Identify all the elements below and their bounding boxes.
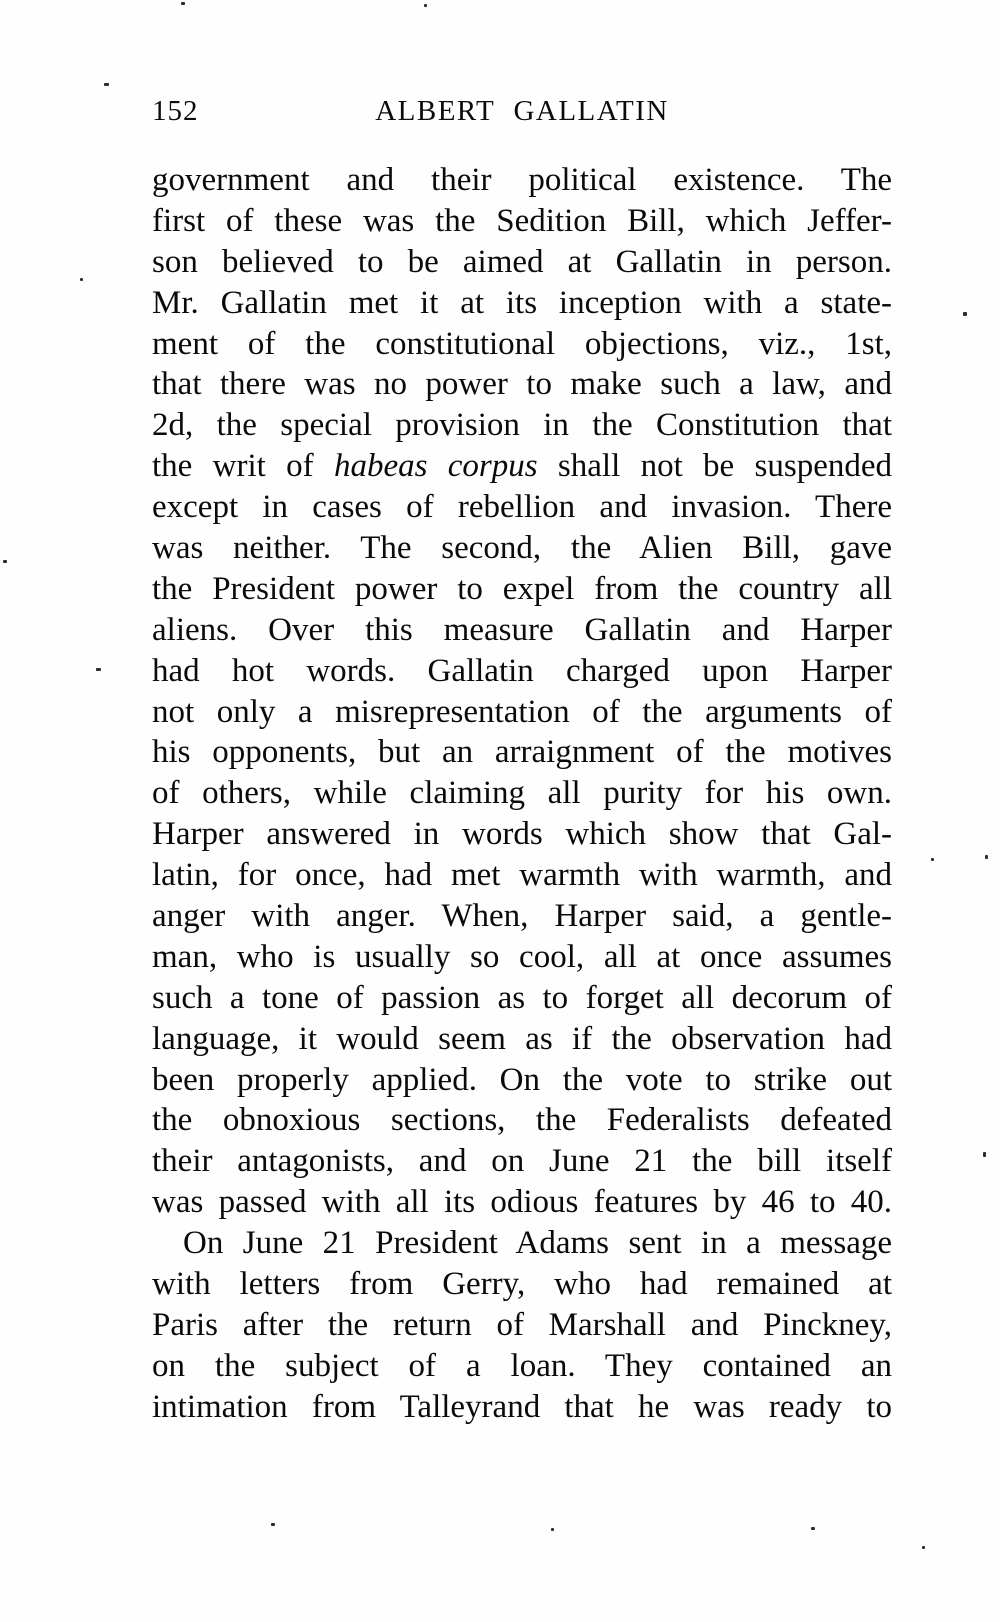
text-segment: such a tone of passion as to forget all decorum of [152,979,892,1016]
scan-speck [551,1528,554,1531]
scan-speck [3,560,7,563]
text-segment: was neither. The second, the Alien Bill, gave [152,530,892,567]
text-segment: the writ of [152,448,334,485]
text-segment: the President power to expel from the country all [152,570,892,607]
text-segment: man, who is usually so cool, all at once assumes [152,938,892,975]
text-segment: except in cases of rebellion and invasion. There [152,489,892,526]
text-segment: son believed to be aimed at Gallatin in person. [152,243,892,280]
text-segment: the obnoxious sections, the Federalists defeated [152,1102,892,1139]
text-line [152,242,892,283]
scan-speck [80,278,83,281]
text-line [152,1346,892,1387]
text-line [152,324,892,365]
text-line [152,283,892,324]
text-line [152,1387,892,1428]
text-segment: shall not be suspended [537,448,893,485]
text-segment: on the subject of a loan. They contained an [152,1347,892,1384]
text-line [152,773,892,814]
running-head-title: ALBERT GALLATIN [375,95,669,127]
scan-speck [963,312,967,316]
text-segment: Mr. Gallatin met it at its inception with a state- [152,284,892,321]
text-segment: that there was no power to make such a law, and [152,366,892,403]
text-line [152,651,892,692]
text-line [152,1223,892,1264]
text-segment: not only a misrepresentation of the arguments of [152,693,892,730]
text-line [152,201,892,242]
text-line [152,937,892,978]
scan-speck [181,2,185,5]
italic-phrase: habeas corpus [333,448,538,485]
scan-speck [922,1546,925,1549]
text-line [152,364,892,405]
scan-speck [983,1152,986,1157]
text-segment: On June 21 President Adams sent in a message [183,1225,892,1262]
text-segment: ment of the constitutional objections, viz., 1st, [152,325,892,362]
text-line [152,978,892,1019]
text-segment: aliens. Over this measure Gallatin and Harper [152,611,892,648]
scan-speck [96,668,101,671]
text-line [152,732,892,773]
text-segment: their antagonists, and on June 21 the bill itself [152,1143,892,1180]
text-segment: first of these was the Sedition Bill, which Jeffer- [152,202,892,239]
text-line [152,160,892,201]
text-segment: been properly applied. On the vote to strike out [152,1061,892,1098]
text-line [152,896,892,937]
text-line [152,528,892,569]
text-line [152,610,892,651]
text-line [152,1019,892,1060]
text-segment: language, it would seem as if the observation had [152,1020,892,1057]
text-segment: Paris after the return of Marshall and Pinckney, [152,1306,892,1343]
text-line [152,855,892,896]
text-segment: was passed with all its odious features by 46 to 40. [152,1184,892,1221]
text-line [152,1060,892,1101]
text-line [152,1141,892,1182]
text-line [152,1264,892,1305]
text-segment: government and their political existence. The [152,162,892,198]
text-segment: Harper answered in words which show that Gal- [152,816,892,853]
scan-speck [424,4,427,7]
text-line [152,814,892,855]
text-line [152,487,892,528]
page-number: 152 [152,95,199,127]
text-segment: his opponents, but an arraignment of the motives [152,734,892,771]
text-segment: had hot words. Gallatin charged upon Harper [152,652,892,689]
text-line [152,692,892,733]
scan-speck [271,1523,275,1526]
running-header [152,95,892,127]
scan-speck [104,83,109,86]
text-line [152,1182,892,1223]
text-segment: with letters from Gerry, who had remained at [152,1266,892,1303]
text-line [152,405,892,446]
body-text [152,160,892,1428]
scan-speck [985,855,988,859]
text-line [152,446,892,487]
text-segment: intimation from Talleyrand that he was ready to [152,1388,892,1425]
text-line [152,1100,892,1141]
text-line [152,569,892,610]
text-segment: of others, while claiming all purity for his own. [152,775,892,812]
text-line [152,1305,892,1346]
scan-speck [811,1527,815,1530]
text-segment: 2d, the special provision in the Constitution that [152,407,892,444]
text-segment: latin, for once, had met warmth with warmth, and [152,857,892,894]
scan-speck [931,858,934,861]
text-segment: anger with anger. When, Harper said, a gentle- [152,898,892,935]
